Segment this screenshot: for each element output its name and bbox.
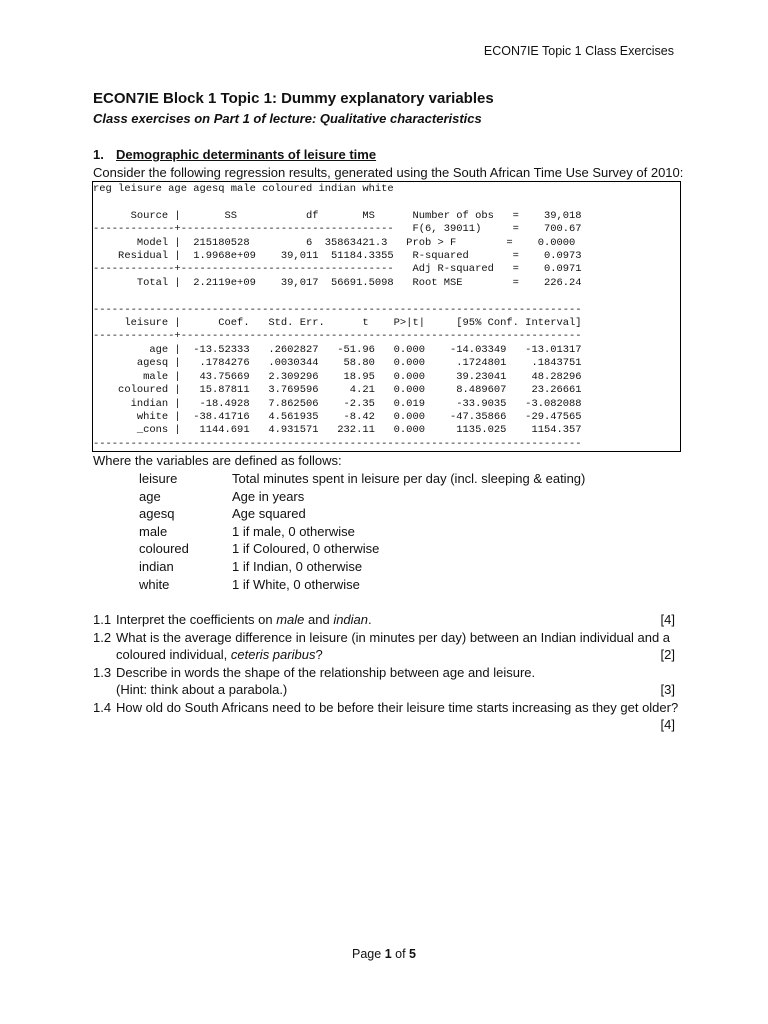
definition-description: Total minutes spent in leisure per day (incl. sleeping & eating) (232, 471, 586, 486)
question-text: and (304, 612, 334, 627)
regression-output-box (92, 181, 681, 452)
question-number: 1.1 (93, 612, 112, 627)
question-1-1 (93, 611, 675, 629)
page-word: Page (352, 947, 382, 961)
question-marks: [4] (660, 717, 675, 732)
question-emphasis: ceteris paribus (230, 647, 316, 662)
definition-row (139, 488, 585, 506)
question-number: 1.3 (93, 664, 112, 680)
definition-variable: male (139, 523, 168, 539)
of-word: of (395, 947, 406, 961)
document-subtitle: Class exercises on Part 1 of lecture: Qualitative characteristics (93, 111, 482, 126)
question-number: 1.4 (93, 699, 112, 715)
definition-description: Age in years (232, 488, 305, 504)
definition-row (139, 558, 585, 576)
question-marks: [2] (660, 647, 675, 662)
page-footer (0, 947, 768, 961)
variable-definitions (139, 470, 585, 593)
definition-description: 1 if Indian, 0 otherwise (232, 558, 363, 574)
definition-description: 1 if male, 0 otherwise (232, 523, 355, 539)
page-number: 1 (384, 947, 392, 961)
page-total: 5 (409, 947, 416, 961)
definition-variable: white (139, 576, 170, 592)
question-text: Describe in words the shape of the relationship between age and leisure. (116, 664, 536, 680)
section-number: 1. (93, 147, 104, 162)
question-text: How old do South Africans need to be before their leisure time starts increasing as they get older? (116, 699, 679, 715)
question-marks: [4] (660, 612, 675, 627)
question-emphasis: indian (333, 612, 369, 627)
definition-description: 1 if Coloured, 0 otherwise (232, 541, 380, 557)
definition-variable: age (139, 488, 161, 504)
question-list (93, 611, 679, 734)
definition-variable: coloured (139, 541, 189, 557)
question-text: Interpret the coefficients on (116, 612, 277, 627)
question-text: ? (315, 647, 323, 662)
question-text: What is the average difference in leisure (in minutes per day) between an Indian individual and a (116, 629, 671, 645)
definition-row (139, 576, 585, 594)
definitions-intro: Where the variables are defined as follows: (93, 453, 342, 468)
section-heading (93, 147, 376, 162)
definition-variable: agesq (139, 506, 175, 522)
definition-description: Age squared (232, 506, 306, 522)
question-marks: [3] (660, 682, 675, 697)
definition-variable: leisure (139, 471, 178, 486)
definition-row (139, 505, 585, 523)
question-number: 1.2 (93, 629, 112, 645)
document-title: ECON7IE Block 1 Topic 1: Dummy explanatory variables (93, 90, 494, 107)
question-hint: (Hint: think about a parabola.) (116, 682, 288, 697)
question-emphasis: male (276, 612, 305, 627)
intro-text: Consider the following regression results, generated using the South African Time Use Survey of 2010: (93, 165, 684, 180)
question-1-2 (93, 629, 675, 664)
definition-row (139, 523, 585, 541)
regression-output: reg leisure age agesq male coloured indian white Source | SS df MS Number of obs = 39,018 -------------+---------------------------------- F(6, 39011) = 700.67 Model | 215180528 6 35863421.3 Prob > F = 0.0000 Residual | 1.9968e+09 39,011 51184.3355 R-squared = 0.0973 -------------+---------------------------------- Adj R-squared = 0.0971 Total | 2.2119e+09 39,017 56691.5098 Root MSE = 226.24 ------------------------------------------------------------------------------ leisure | Coef. Std. Err. t P>|t| [95% Conf. Interval] -------------+---------------------------------------------------------------- age | -13.52333 .2602827 -51.96 0.000 -14.03349 -13.01317 agesq | .1784276 .0030344 58.80 0.000 .1724801 .1843751 male | 43.75669 2.309296 18.95 0.000 39.23041 48.28296 coloured | 15.87811 3.769596 4.21 0.000 8.489607 23.26661 indian | -18.4928 7.862506 -2.35 0.019 -33.9035 -3.082088 white | -38.41716 4.561935 -8.42 0.000 -47.35866 -29.47565 _cons | 1144.691 4.931571 232.11 0.000 1135.025 1154.357 ------------------------------------------------------------------------------ (93, 183, 582, 450)
definition-description: 1 if White, 0 otherwise (232, 576, 360, 592)
question-1-3 (93, 664, 675, 699)
section-title: Demographic determinants of leisure time (116, 147, 377, 162)
definition-row (139, 540, 585, 558)
definition-row (139, 470, 585, 488)
running-header: ECON7IE Topic 1 Class Exercises (483, 44, 674, 58)
question-text: . (368, 612, 372, 627)
question-1-4 (93, 699, 679, 734)
question-text: coloured individual, (116, 647, 231, 662)
definition-variable: indian (139, 558, 174, 574)
